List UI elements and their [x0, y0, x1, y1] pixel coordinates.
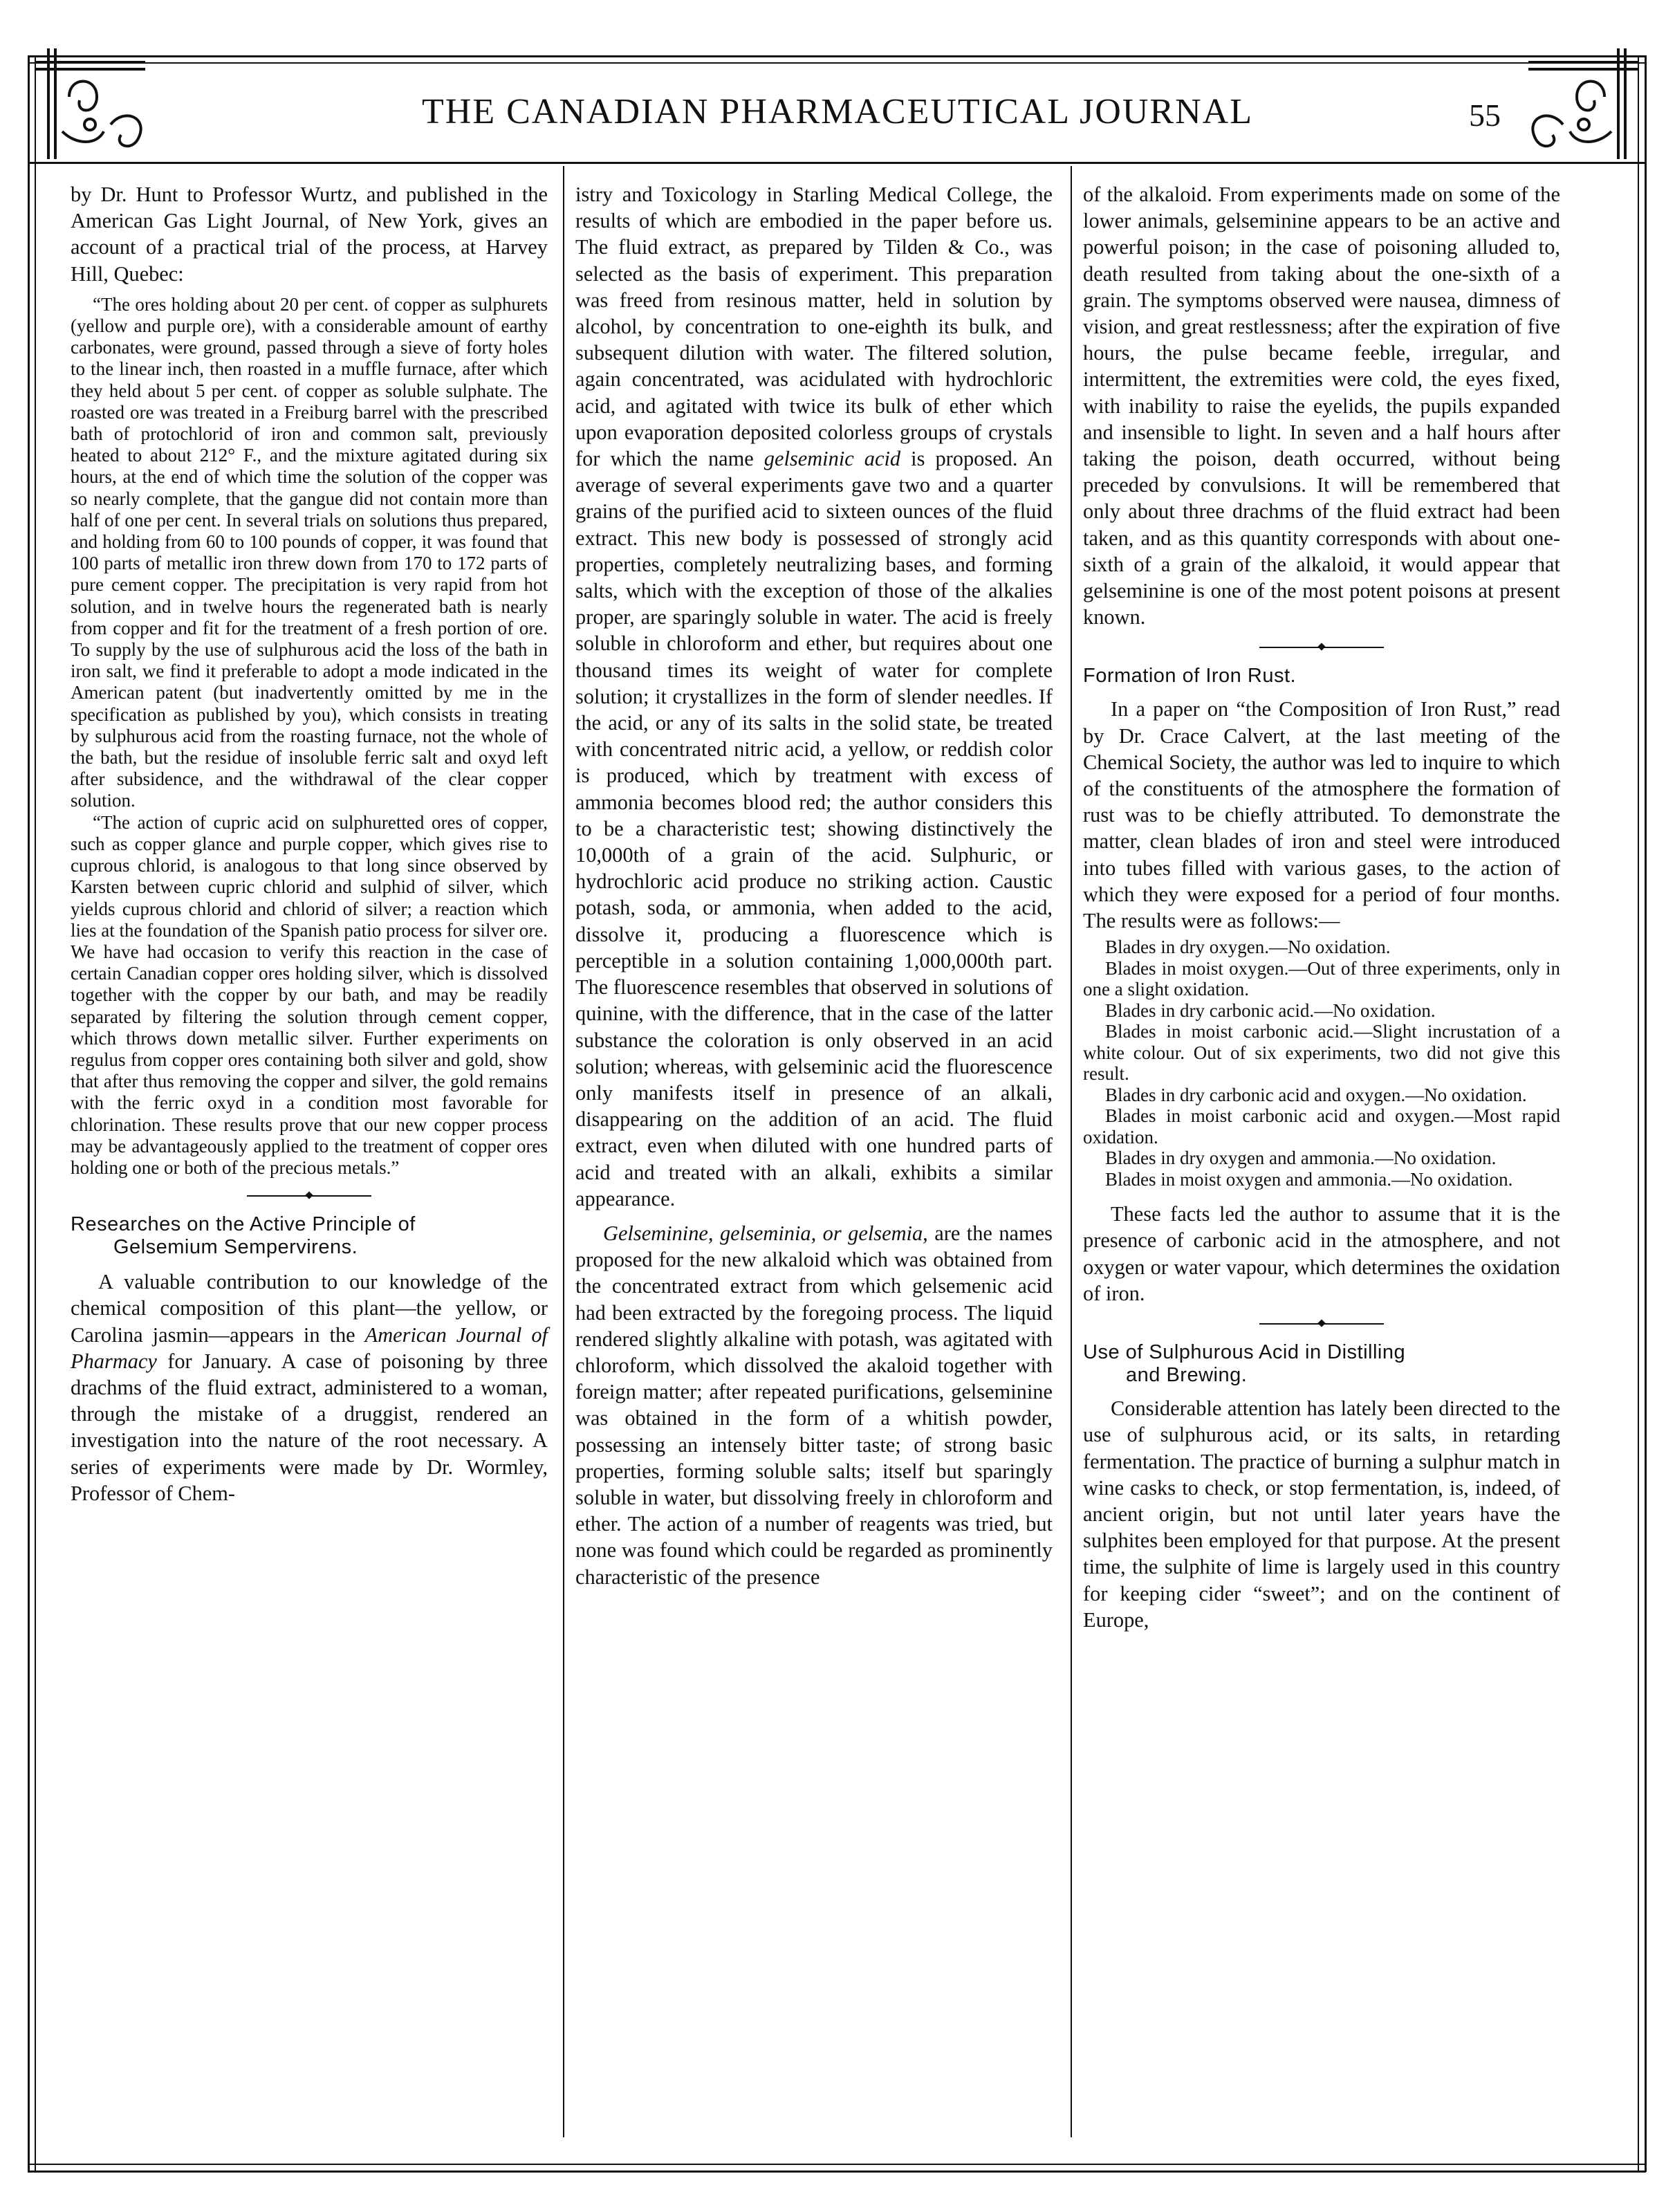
section-divider	[1259, 1323, 1384, 1325]
border-right-outer	[1645, 55, 1647, 2172]
result-item: Blades in dry carbonic acid and oxygen.—No oxidation.	[1105, 1084, 1527, 1105]
col2-paragraph-2	[575, 1220, 1053, 1590]
col2-p2-text: are the names proposed for the new alkaloid which was obtained from the concentrated extract from which gelsemenic acid had been extracted by the foregoing process. The liquid rendered slightly alkaline with potash, was agitated with chloroform, which dissolved the akaloid together with foreign matter; after repeated purifications, gelseminine was obtained in the form of a whitish powder, possessing an intensely bitter taste; of strong basic properties, forming soluble salts; itself but sparingly soluble in water, but dissolving freely in chloroform and ether. The action of a number of reagents was tried, but none was found which could be regarded as prominently characteristic of the presence	[575, 1221, 1053, 1589]
col2-p1-text-a: istry and Toxicology in Starling Medical College, the results of which are embodied in the paper before us. The fluid extract, as prepared by Tilden & Co., was selected as the basis of experiment. This preparation was freed from resinous matter, held in solution by alcohol, by concentration to one-eighth its bulk, and subsequent dilution with water. The filtered solution, again concentrated, was acidulated with hydrochloric acid, and agitated with twice its bulk of ether which upon evaporation deposited colorless groups of crystals for which the name	[575, 183, 1053, 471]
border-right-inner	[1638, 55, 1639, 2172]
col1-quote-2: “The action of cupric acid on sulphuretted ores of copper, such as copper glance and purple copper, which gives rise to cuprous chlorid, is analogous to that long since observed by Karsten between cupric chlorid and sulphid of silver, which yields cuprous chlorid and chlorid of silver; a reaction which lies at the foundation of the Spanish patio process for silver ore. We have had occasion to verify this reaction in the case of certain Canadian copper ores holding silver, which is dissolved together with the copper by our bath, and may be readily separated by filtering the solution through cement copper, which throws down metallic silver. Further experiments on regulus from copper ores containing both silver and gold, show that after thus removing the copper and silver, the gold remains with the ferric oxyd in a condition most favorable for chlorination. These results prove that our new copper process may be advantageously applied to the treatment of copper ores holding one or both of the precious metals.”	[71, 811, 548, 1178]
heading-line-1: Use of Sulphurous Acid in Distilling	[1083, 1341, 1406, 1364]
col1-quote-1: “The ores holding about 20 per cent. of copper as sulphurets (yellow and purple ore), with a considerable amount of earthy carbonates, were ground, passed through a sieve of forty holes to the linear inch, then roasted in a muffle furnace, after which they held about 5 per cent. of copper as soluble sulphate. The roasted ore was treated in a Freiburg barrel with the prescribed bath of protochlorid of iron and common salt, previously heated to about 212° F., and the mixture agitated during six hours, at the end of which time the solution of the copper was so nearly complete, that the gangue did not contain more than half of one per cent. In several trials on solutions thus prepared, and holding from 60 to 100 pounds of copper, it was found that 100 parts of metallic iron threw down from 170 to 172 parts of pure cement copper. The precipitation is very rapid from hot solution, and in twelve hours the regenerated bath is nearly from copper and fit for the treatment of a fresh portion of ore. To supply by the use of sulphurous acid the loss of the bath in iron salt, we find it preferable to adopt a mode indicated in the American patent (but inadvertently omitted by me in the specification as published by you), which consists in treating by sulphurous acid from the roasting furnace, not the whole of the bath, but the residue of insoluble ferric salt and oxyd left after subsidence, and the withdrawal of the clear copper solution.	[71, 293, 548, 811]
journal-title: THE CANADIAN PHARMACEUTICAL JOURNAL	[422, 92, 1253, 131]
result-item: Blades in dry oxygen.—No oxidation.	[1105, 937, 1391, 958]
col1-p2-text-a: A valuable contribution to our knowledge of the chemical composition of this plant—the yellow, or Carolina jasmin—appears in the	[71, 1270, 548, 1347]
heading-line-1: Researches on the Active Principle of	[71, 1213, 416, 1236]
col1-p2-italic: American Journal of Pharmacy	[71, 1322, 548, 1373]
col2-paragraph-1	[575, 181, 1053, 1212]
col1-intro-text: by Dr. Hunt to Professor Wurtz, and published in the American Gas Light Journal, of New York, gives an account of a practical trial of the process, at Harvey Hill, Quebec:	[71, 183, 548, 286]
col1-paragraph-intro	[71, 181, 548, 287]
column-1	[71, 181, 548, 1506]
results-list	[1083, 937, 1560, 1190]
result-item: Blades in moist carbonic acid.—Slight incrustation of a white colour. Out of six experiments, two did not give this result.	[1083, 1021, 1560, 1085]
border-bottom-inner	[28, 2164, 1646, 2165]
section-heading-gelsemium	[71, 1213, 548, 1259]
col2-p2-italic: Gelseminine, gelseminia, or gelsemia,	[603, 1221, 928, 1245]
col1-paragraph-gelsemium	[71, 1269, 548, 1506]
column-2	[575, 181, 1053, 1590]
col3-paragraph-conclusion: These facts led the author to assume that it is the presence of carbonic acid in the atmosphere, and not oxygen or water vapour, which determines the oxidation of iron.	[1083, 1202, 1560, 1305]
col3-paragraph-sulphurous: Considerable attention has lately been directed to the use of sulphurous acid, or its salts, in retarding fermentation. The practice of burning a sulphur match in wine casks to check, or stop fermentation, is, indeed, of ancient origin, but not until later years have the sulphites been employed for that purpose. At the present time, the sulphite of lime is largely used in this country for keeping cider “sweet”; and on the continent of Europe,	[1083, 1397, 1560, 1632]
border-top-inner	[28, 62, 1646, 64]
result-item: Blades in dry carbonic acid.—No oxidation.	[1105, 999, 1436, 1021]
col1-p2-text-b: for January. A case of poisoning by three drachms of the fluid extract, administered to a woman, through the mistake of a druggist, rendered an investigation into the nature of the root necessary. A series of experiments were made by Dr. Wormley, Professor of Chem-	[71, 1349, 548, 1505]
result-item: Blades in dry oxygen and ammonia.—No oxidation.	[1105, 1148, 1497, 1169]
heading-line-2: Gelsemium Sempervirens.	[113, 1236, 358, 1259]
col2-p1-text-b: is proposed. An average of several experiments gave two and a quarter grains of the purified acid to sixteen ounces of the fluid extract. This new body is possessed of strongly acid properties, completely neutralizing bases, and forming salts, which with the exception of those of the alkalies proper, are sparingly soluble in water. The acid is freely soluble in chloroform and ether, but requires about one thousand times its weight of water for complete solution; it crystallizes in the form of slender needles. If the acid, or any of its salts in the solid state, be treated with concentrated nitric acid, a yellow, or reddish color is produced, which by treatment with excess of ammonia becomes blood red; the author considers this to be a characteristic test; showing distinctively the 10,000th of a grain of the acid. Sulphuric, or hydrochloric acid produce no striking action. Caustic potash, soda, or ammonia, when added to the acid, dissolve it, producing a fluorescence which is perceptible in a solution containing 1,000,000th part. The fluorescence resembles that observed in solutions of quinine, with the difference, that in the case of the latter substance the coloration is only observed in an acid solution; whereas, with gelseminic acid the fluorescence only manifests itself in presence of an alkali, disappearing on the addition of an acid. The fluid extract, even when diluted with one hundred parts of acid and treated with an alkali, exhibits a similar appearance.	[575, 447, 1053, 1210]
result-item: Blades in moist oxygen and ammonia.—No oxidation.	[1105, 1168, 1513, 1190]
page-number: 55	[1469, 98, 1501, 133]
column-divider-2	[1071, 166, 1072, 2137]
border-bottom-outer	[28, 2170, 1646, 2173]
border-top-outer	[28, 55, 1646, 57]
section-heading-sulphurous-acid	[1083, 1341, 1560, 1387]
border-header-rule	[28, 162, 1646, 164]
column-3	[1083, 181, 1560, 1633]
section-heading-iron-rust: Formation of Iron Rust.	[1083, 665, 1297, 688]
col3-paragraph-1: of the alkaloid. From experiments made on some of the lower animals, gelseminine appears to be an active and powerful poison; in the case of poisoning alluded to, death resulted from taking about the one-sixth of a grain. The symptoms observed were nausea, dimness of vision, and great restlessness; after the expiration of five hours, the pulse became feeble, irregular, and intermittent, the extremities were cold, the eyes fixed, with inability to raise the eyelids, the pupils expanded and insensible to light. In seven and a half hours after taking the poison, death occurred, without being preceded by convulsions. It will be remembered that only about three drachms of the fluid extract had been taken, and as this quantity corresponds with about one-sixth of a grain of the alkaloid, it would appear that gelseminine is one of the most potent poisons at present known.	[1083, 183, 1560, 629]
result-item: Blades in moist oxygen.—Out of three experiments, only in one a slight oxidation.	[1083, 957, 1560, 1000]
result-item: Blades in moist carbonic acid and oxygen.—Most rapid oxidation.	[1083, 1105, 1560, 1148]
col3-paragraph-iron-rust: In a paper on “the Composition of Iron Rust,” read by Dr. Crace Calvert, at the last meeting of the Chemical Society, the author was led to inquire to which of the constituents of the atmosphere the formation of rust was to be chiefly attributed. To demonstrate the matter, clean blades of iron and steel were introduced into tubes filled with various gases, to the action of which they were exposed for a period of four months. The results were as follows:—	[1083, 697, 1560, 933]
border-left-inner	[35, 55, 36, 2172]
border-left-outer	[28, 55, 30, 2172]
heading-line-2: and Brewing.	[1126, 1364, 1248, 1387]
section-divider	[247, 1195, 371, 1197]
column-divider-1	[563, 166, 564, 2137]
section-divider	[1259, 647, 1384, 648]
col2-p1-italic: gelseminic acid	[764, 447, 901, 471]
